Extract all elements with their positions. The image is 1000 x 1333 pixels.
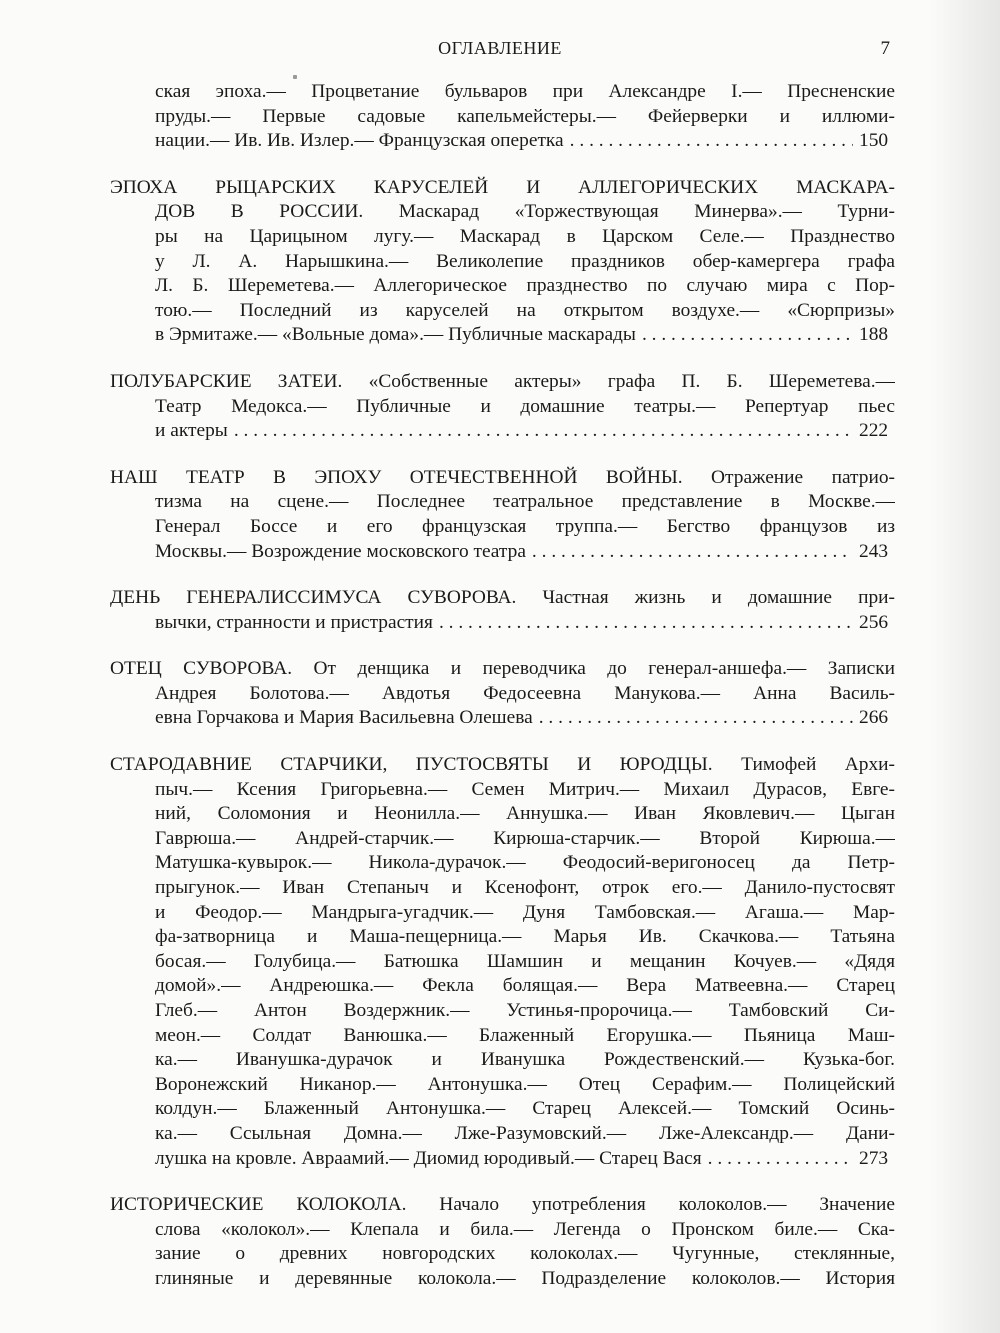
print-speck [293,75,297,79]
toc-line-text: нации.— Ив. Ив. Излер.— Французская оперетка [155,130,564,152]
table-of-contents [110,80,895,1314]
toc-line [110,200,895,225]
running-title: ОГЛАВЛЕНИЕ [438,38,562,58]
toc-line-text: лушка на кровле. Авраамий.— Диомид юродивый.— Старец Вася [155,1147,702,1169]
toc-line-text: Л. Б. Шереметева.— Аллегорическое празднество по случаю мира с Пор- [155,275,895,297]
toc-line [110,851,895,876]
toc-line [110,1048,895,1073]
toc-line [110,370,895,395]
page-number: 7 [880,38,890,59]
toc-entry [110,80,895,154]
toc-line [110,129,895,154]
toc-page-number: 243 [859,540,889,562]
toc-line-text: ры на Царицыном лугу.— Маскарад в Царском Селе.— Празднество [155,225,895,247]
toc-line-text: ка.— Иванушка-дурачок и Иванушка Рождественский.— Кузька-бог. [155,1049,895,1071]
toc-line-text: в Эрмитаже.— «Вольные дома».— Публичные маскарады [155,324,636,346]
toc-line [110,657,895,682]
toc-line [110,999,895,1024]
toc-page-number: 266 [859,707,889,729]
dot-leader [532,540,853,565]
toc-page-number: 188 [859,324,889,346]
toc-line-text: ний, Соломония и Неонилла.— Аннушка.— Иван Яковлевич.— Цыган [155,803,895,825]
toc-line-text: ка.— Ссыльная Домна.— Лже-Разумовский.— Лже-Александр.— Дани- [155,1122,895,1144]
dot-leader [642,323,853,348]
dot-leader [708,1147,853,1172]
toc-line-text: Воронежский Никанор.— Антонушка.— Отец Серафим.— Полицейский [155,1073,895,1095]
toc-entry [110,753,895,1171]
toc-line-text: Глеб.— Антон Воздержник.— Устинья-пророчица.— Тамбовский Си- [155,1000,895,1021]
dot-leader [570,129,853,154]
toc-line-text: зание о древних новгородских колоколах.— Чугунные, стеклянные, [155,1243,895,1265]
toc-line-text: ЭПОХА РЫЦАРСКИХ КАРУСЕЛЕЙ И АЛЛЕГОРИЧЕСКИХ МАСКАРА- [110,176,895,198]
toc-line-text: домой».— Андреюшка.— Фекла болящая.— Вера Матвеевна.— Старец [155,975,895,997]
toc-line [110,395,895,420]
toc-line [110,1267,895,1292]
toc-entry [110,466,895,564]
toc-line [110,611,895,636]
toc-line [110,299,895,324]
toc-line-text: меон.— Солдат Ванюшка.— Блаженный Егорушка.— Пьяница Маш- [155,1024,895,1046]
toc-line-text: вычки, странности и пристрастия [155,611,433,633]
toc-line-text: ская эпоха.— Процветание бульваров при Александре I.— Пресненские [155,81,895,102]
toc-line-text: прыгунок.— Иван Степаныч и Ксенофонт, отрок его.— Данило-пустосвят [155,877,895,899]
toc-line-text: ИСТОРИЧЕСКИЕ КОЛОКОЛА. Начало употребления колоколов.— Значение [110,1194,895,1216]
toc-line-text: пруды.— Первые садовые капельмейстеры.— Фейерверки и иллюми- [155,105,895,127]
toc-line-text: НАШ ТЕАТР В ЭПОХУ ОТЕЧЕСТВЕННОЙ ВОЙНЫ. Отражение патрио- [110,466,895,488]
toc-line [110,1073,895,1098]
toc-entry [110,586,895,635]
toc-line [110,515,895,540]
toc-line-text: ПОЛУБАРСКИЕ ЗАТЕИ. «Собственные актеры» графа П. Б. Шереметева.— [110,370,895,392]
toc-entry [110,1193,895,1291]
toc-line [110,682,895,707]
toc-line [110,80,895,105]
toc-page-number: 273 [859,1147,889,1169]
toc-line-text: тою.— Последний из каруселей на открытом воздухе.— «Сюрпризы» [155,299,895,321]
toc-line [110,176,895,201]
dot-leader [439,611,853,636]
toc-line [110,466,895,491]
toc-line-text: евна Горчакова и Мария Васильевна Олешева [155,707,533,729]
toc-line [110,1024,895,1049]
toc-entry [110,657,895,731]
toc-line-text: глиняные и деревянные колокола.— Подразделение колоколов.— История [155,1267,895,1289]
toc-line [110,540,895,565]
toc-line-text: фа-затворница и Маша-пещерница.— Марья Ив. Скачкова.— Татьяна [155,926,895,948]
toc-line-text: колдун.— Блаженный Антонушка.— Старец Алексей.— Томский Осинь- [155,1098,895,1120]
page-header [110,38,890,68]
dot-leader [234,419,853,444]
toc-line [110,753,895,778]
toc-line [110,225,895,250]
toc-line-text: Москвы.— Возрождение московского театра [155,540,526,562]
toc-line-text: Андрея Болотова.— Авдотья Федосеевна Манукова.— Анна Василь- [155,682,895,704]
toc-line [110,1193,895,1218]
toc-line [110,274,895,299]
toc-line-text: слова «колокол».— Клепала и била.— Легенда о Пронском биле.— Ска- [155,1218,895,1240]
toc-line-text: ОТЕЦ СУВОРОВА. От денщика и переводчика до генерал-аншефа.— Записки [110,658,895,680]
toc-line [110,1147,895,1172]
toc-line-text: пыч.— Ксения Григорьевна.— Семен Митрич.— Михаил Дурасов, Евге- [155,778,895,800]
toc-line [110,419,895,444]
toc-line [110,706,895,731]
toc-line-text: босая.— Голубица.— Батюшка Шамшин и мещанин Кочуев.— «Дядя [155,950,895,972]
dot-leader [539,706,853,731]
toc-line-text: СТАРОДАВНИЕ СТАРЧИКИ, ПУСТОСВЯТЫ И ЮРОДЦЫ. Тимофей Архи- [110,754,895,776]
toc-line [110,901,895,926]
toc-line-text: Гаврюша.— Андрей-старчик.— Кирюша-старчик.— Второй Кирюша.— [155,827,895,849]
toc-line-text: Театр Медокса.— Публичные и домашние театры.— Репертуар пьес [155,395,895,417]
toc-line [110,1097,895,1122]
toc-line [110,250,895,275]
toc-entry [110,176,895,348]
toc-line [110,490,895,515]
toc-line [110,778,895,803]
toc-page-number: 222 [859,420,889,442]
toc-line [110,1242,895,1267]
toc-entry [110,370,895,444]
toc-line [110,1218,895,1243]
toc-page-number: 256 [859,611,889,633]
toc-line [110,974,895,999]
toc-line-text: Генерал Боссе и его французская труппа.— Бегство французов из [155,515,895,537]
toc-line-text: и актеры [155,420,228,442]
toc-line-text: ДОВ В РОССИИ. Маскарад «Торжествующая Минерва».— Турни- [155,201,895,223]
toc-line [110,105,895,130]
toc-line-text: ДЕНЬ ГЕНЕРАЛИССИМУСА СУВОРОВА. Частная жизнь и домашние при- [110,587,895,609]
toc-line [110,950,895,975]
toc-line-text: Матушка-кувырок.— Никола-дурачок.— Феодосий-веригоносец да Петр- [155,852,895,874]
toc-line-text: у Л. А. Нарышкина.— Великолепие праздников обер-камергера графа [155,250,895,272]
toc-line [110,876,895,901]
toc-line-text: тизма на сцене.— Последнее театральное представление в Москве.— [155,491,895,513]
toc-page-number: 150 [859,130,889,152]
toc-line [110,802,895,827]
toc-line [110,586,895,611]
toc-line [110,323,895,348]
toc-line [110,1122,895,1147]
toc-line [110,925,895,950]
toc-line-text: и Феодор.— Мандрыга-угадчик.— Дуня Тамбовская.— Агаша.— Мар- [155,901,895,923]
toc-line [110,827,895,852]
page-gutter-shadow [930,0,1000,1333]
